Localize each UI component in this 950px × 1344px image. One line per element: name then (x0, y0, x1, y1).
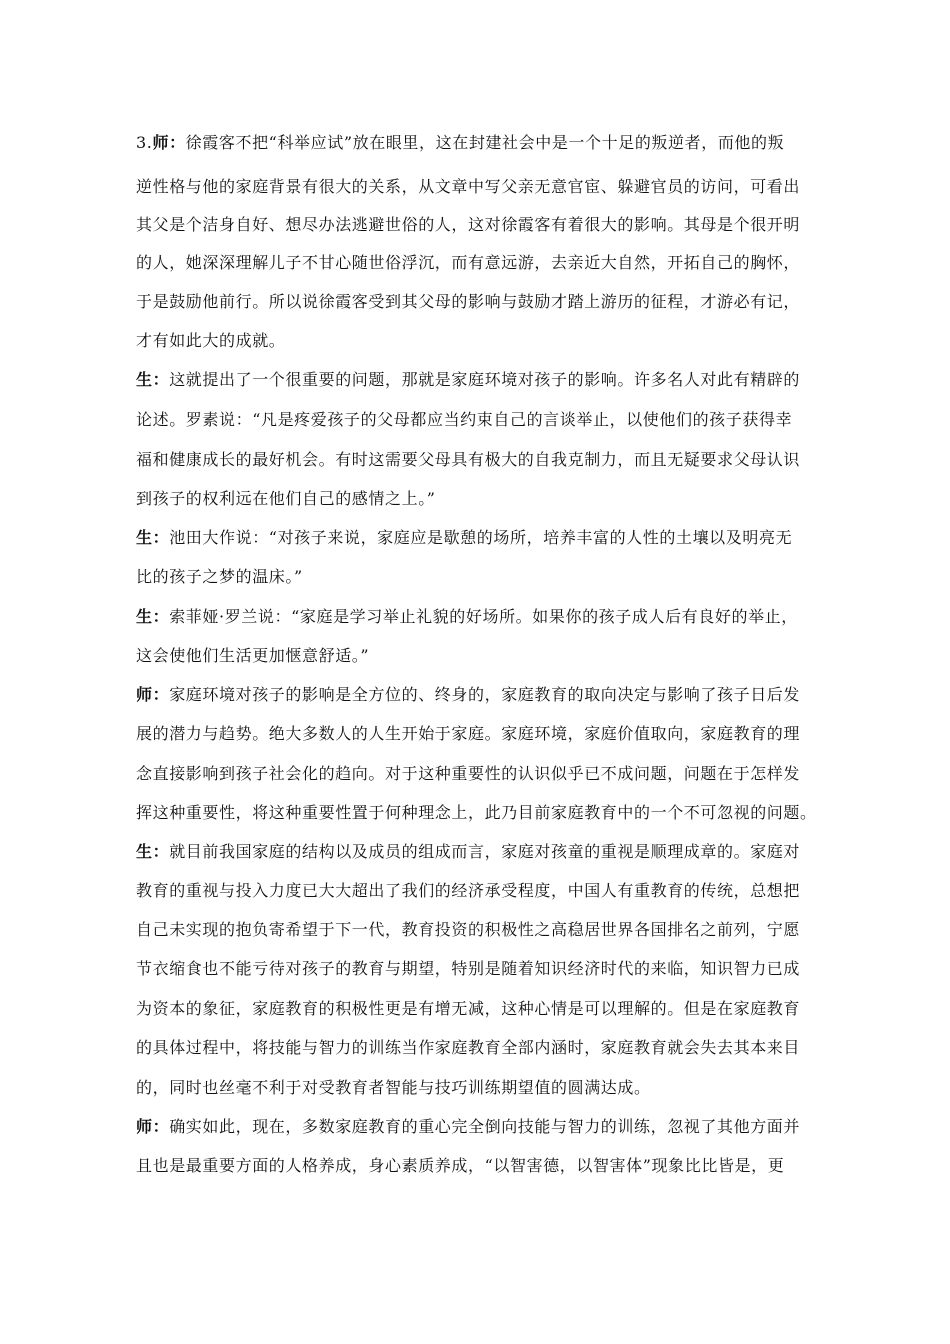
speaker-label: 生： (136, 607, 170, 626)
line-3: 其父是个洁身自好、想尽办法逃避世俗的人，这对徐霞客有着很大的影响。其母是个很开明 (136, 215, 801, 234)
speaker-label: 师： (152, 133, 186, 152)
line-4: 挥这种重要性，将这种重要性置于何种理念上，此乃目前家庭教育中的一个不可忽视的问题。 (136, 803, 817, 822)
line-4: 的人，她深深理解儿子不甘心随世俗浮沉，而有意远游，去亲近大自然，开拓自己的胸怀， (136, 253, 801, 272)
line-text: 这就提出了一个很重要的问题，那就是家庭环境对孩子的影响。许多名人对此有精辟的 (169, 370, 801, 389)
line-1 (136, 1117, 800, 1137)
line-1 (136, 528, 792, 548)
line-5: 为资本的象征，家庭教育的积极性更是有增无减，这种心情是可以理解的。但是在家庭教育 (136, 999, 801, 1018)
line-1 (136, 607, 798, 627)
speaker-label: 生： (136, 528, 170, 547)
line-1 (136, 370, 800, 390)
line-4: 到孩子的权利远在他们自己的感情之上。” (136, 489, 436, 508)
line-text: 池田大作说：“对孩子来说，家庭应是歇憩的场所，培养丰富的人性的土壤以及明亮无 (169, 528, 793, 547)
line-2: 这会使他们生活更加惬意舒适。” (136, 646, 370, 665)
line-text: 就目前我国家庭的结构以及成员的组成而言，家庭对孩童的重视是顺理成章的。家庭对 (169, 842, 801, 861)
line-2: 比的孩子之梦的温床。” (136, 567, 303, 586)
line-2: 展的潜力与趋势。绝大多数人的人生开始于家庭。家庭环境，家庭价值取向，家庭教育的理 (136, 724, 801, 743)
line-3: 自己未实现的抱负寄希望于下一代，教育投资的积极性之高稳居世界各国排名之前列，宁愿 (136, 920, 801, 939)
line-1 (136, 685, 800, 705)
line-7: 的，同时也丝毫不利于对受教育者智能与技巧训练期望值的圆满达成。 (136, 1078, 651, 1097)
speaker-label: 师： (136, 1117, 170, 1136)
line-text: 徐霞客不把“科举应试”放在眼里，这在封建社会中是一个十足的叛逆者，而他的叛 (185, 133, 785, 152)
line-6: 的具体过程中，将技能与智力的训练当作家庭教育全部内涵时，家庭教育就会失去其本来目 (136, 1038, 801, 1057)
line-3: 念直接影响到孩子社会化的趋向。对于这种重要性的认识似乎已不成问题，问题在于怎样发 (136, 764, 801, 783)
line-4: 节衣缩食也不能亏待对孩子的教育与期望，特别是随着知识经济时代的来临，知识智力已成 (136, 959, 801, 978)
speaker-label: 生： (136, 842, 170, 861)
paragraph-number: 3. (136, 133, 153, 152)
line-2: 论述。罗素说：“凡是疼爱孩子的父母都应当约束自己的言谈举止，以使他们的孩子获得幸 (136, 410, 793, 429)
line-2: 教育的重视与投入力度已大大超出了我们的经济承受程度，中国人有重教育的传统，总想把 (136, 881, 801, 900)
line-5: 于是鼓励他前行。所以说徐霞客受到其父母的影响与鼓励才踏上游历的征程，才游必有记， (136, 292, 801, 311)
line-3: 福和健康成长的最好机会。有时这需要父母具有极大的自我克制力，而且无疑要求父母认识 (136, 450, 801, 469)
speaker-label: 师： (136, 685, 170, 704)
line-text: 索菲娅·罗兰说：“家庭是学习举止礼貌的好场所。如果你的孩子成人后有良好的举止， (169, 607, 798, 626)
line-2: 且也是最重要方面的人格养成，身心素质养成，“以智害德，以智害体”现象比比皆是，更 (136, 1156, 785, 1175)
line-6: 才有如此大的成就。 (136, 331, 286, 350)
line-2: 逆性格与他的家庭背景有很大的关系，从文章中写父亲无意官宦、躲避官员的访问，可看出 (136, 177, 801, 196)
line-1 (136, 842, 800, 862)
line-text: 确实如此，现在，多数家庭教育的重心完全倒向技能与智力的训练，忽视了其他方面并 (169, 1117, 801, 1136)
line-1 (136, 133, 784, 153)
speaker-label: 生： (136, 370, 170, 389)
line-text: 家庭环境对孩子的影响是全方位的、终身的，家庭教育的取向决定与影响了孩子日后发 (169, 685, 801, 704)
